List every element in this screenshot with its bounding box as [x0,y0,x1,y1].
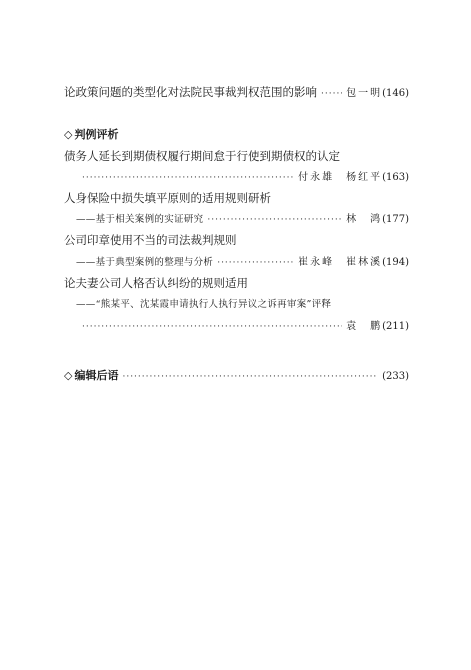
dot-leader [82,322,342,332]
diamond-icon: ◇ [64,127,73,141]
entry-page: (211) [382,321,409,332]
dot-leader [207,215,342,225]
dot-leader [321,89,342,99]
entry-subtitle: ——“熊某平、沈某霞申请执行人执行异议之诉再审案”评释 [76,299,332,310]
entry-title[interactable]: 债务人延长到期债权履行期间怠于行使到期债权的认定 [64,149,340,163]
entry-title: 论政策问题的类型化对法院民事裁判权范围的影响 [64,85,317,99]
entry-title[interactable]: 人身保险中损失填平原则的适用规则研析 [64,191,271,205]
entry-subtitle-line [64,296,409,310]
toc-entry[interactable] [64,84,409,100]
toc-entry-line[interactable] [64,317,409,332]
dot-leader [82,173,294,183]
section-heading-editor-note[interactable] [64,367,409,383]
dot-leader [122,372,378,382]
section-heading-case-review [64,126,118,142]
entry-page: (146) [382,88,409,99]
entry-author: 付永雄 杨红平 [298,172,383,183]
toc-entry-line[interactable] [64,210,409,225]
toc-entry-line[interactable] [64,168,409,183]
entry-page: (163) [382,172,409,183]
entry-title[interactable]: 论夫妻公司人格否认纠纷的规则适用 [64,276,248,290]
entry-title[interactable]: 公司印章使用不当的司法裁判规则 [64,233,237,247]
section-label: 判例评析 [74,128,119,141]
entry-author: 林 鸿 [346,214,383,225]
entry-author: 袁 鹏 [346,321,383,332]
dot-leader [217,258,294,268]
entry-author: 包一明 [346,88,383,99]
toc-entry-line[interactable] [64,253,409,268]
entry-page: (233) [382,371,409,382]
diamond-icon: ◇ [64,369,73,382]
entry-subtitle: ——基于相关案例的实证研究 [76,214,204,225]
entry-page: (194) [382,257,409,268]
entry-page: (177) [382,214,409,225]
entry-subtitle: ——基于典型案例的整理与分析 [76,257,214,268]
section-label: 编辑后语 [74,369,119,382]
entry-author: 崔永峰 崔林溪 [298,257,383,268]
